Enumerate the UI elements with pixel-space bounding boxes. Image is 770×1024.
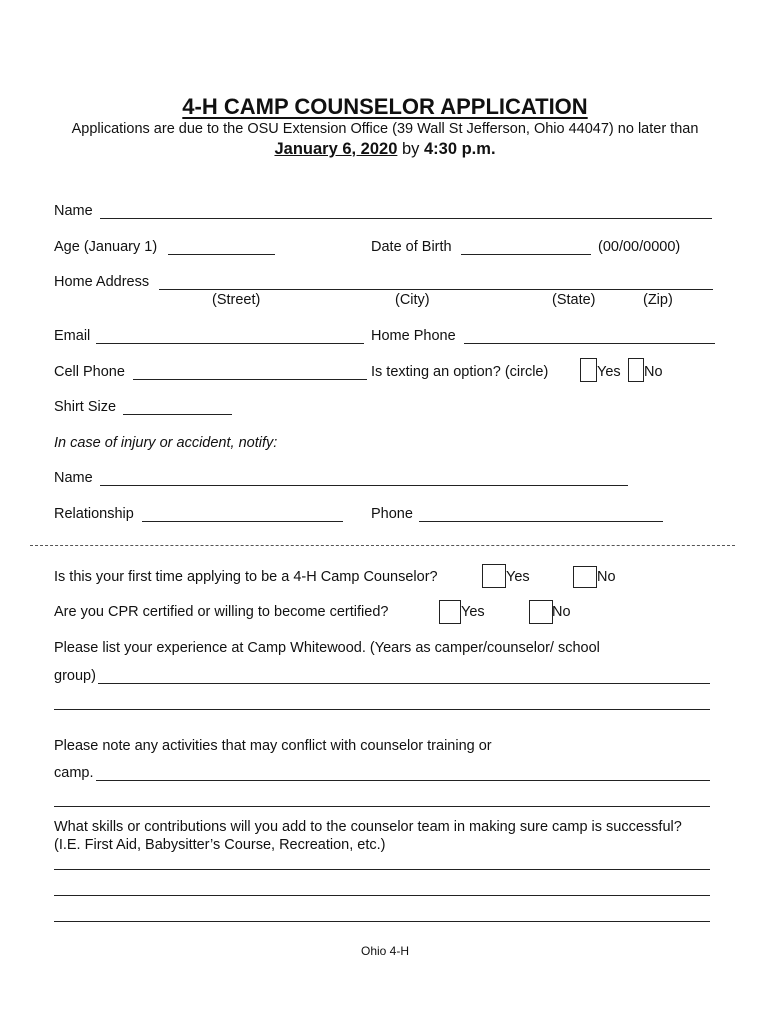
dob-format: (00/00/0000) [598,239,681,255]
cpr-no-label: No [552,604,571,620]
name-label: Name [54,203,93,219]
home-address-field[interactable] [159,289,713,290]
cell-phone-label: Cell Phone [54,364,125,380]
first-time-yes-label: Yes [506,569,530,585]
experience-field-line-1[interactable] [98,683,710,684]
deadline [0,140,770,159]
first-time-no-label: No [597,569,616,585]
texting-yes-checkbox[interactable] [580,358,597,382]
skills-field-line-3[interactable] [54,921,710,922]
first-time-question: Is this your first time applying to be a 4-H Camp Counselor? [54,569,438,585]
deadline-by: by [397,140,424,158]
name-field[interactable] [100,218,712,219]
due-instructions: Applications are due to the OSU Extension Office (39 Wall St Jefferson, Ohio 44047) no later than [71,121,699,137]
email-field[interactable] [96,343,364,344]
texting-no-label: No [644,364,663,380]
texting-no-checkbox[interactable] [628,358,644,382]
conflict-field-line-1[interactable] [96,780,710,781]
age-label: Age (January 1) [54,239,158,255]
emergency-phone-field[interactable] [419,521,663,522]
conflict-field-line-2[interactable] [54,806,710,807]
relationship-field[interactable] [142,521,343,522]
conflict-question: Please note any activities that may conflict with counselor training or [54,738,492,754]
shirt-size-field[interactable] [123,414,232,415]
skills-field-line-1[interactable] [54,869,710,870]
street-caption: (Street) [212,292,261,308]
experience-question-cont: group) [54,668,96,684]
deadline-time: 4:30 p.m. [424,140,496,158]
home-address-label: Home Address [54,274,150,290]
state-caption: (State) [552,292,596,308]
cpr-yes-checkbox[interactable] [439,600,461,624]
cell-phone-field[interactable] [133,379,367,380]
skills-field-line-2[interactable] [54,895,710,896]
deadline-date: January 6, 2020 [274,140,398,158]
cpr-yes-label: Yes [461,604,485,620]
conflict-question-cont: camp. [54,765,94,781]
page-title: 4-H CAMP COUNSELOR APPLICATION [182,94,588,119]
dob-label: Date of Birth [371,239,452,255]
cpr-no-checkbox[interactable] [529,600,553,624]
emergency-name-field[interactable] [100,485,628,486]
first-time-no-checkbox[interactable] [573,566,597,588]
emergency-phone-label: Phone [371,506,413,522]
experience-question: Please list your experience at Camp Whitewood. (Years as camper/counselor/ school [54,640,600,656]
page-footer: Ohio 4-H [360,944,410,958]
emergency-name-label: Name [54,470,93,486]
zip-caption: (Zip) [643,292,673,308]
section-divider [30,545,735,546]
emergency-intro: In case of injury or accident, notify: [54,435,278,451]
first-time-yes-checkbox[interactable] [482,564,506,588]
experience-field-line-2[interactable] [54,709,710,710]
home-phone-label: Home Phone [371,328,456,344]
texting-yes-label: Yes [597,364,621,380]
home-phone-field[interactable] [464,343,715,344]
email-label: Email [54,328,91,344]
age-field[interactable] [168,254,275,255]
city-caption: (City) [395,292,430,308]
skills-question: What skills or contributions will you add to the counselor team in making sure camp is successful? [54,819,682,835]
dob-field[interactable] [461,254,591,255]
relationship-label: Relationship [54,506,134,522]
cpr-question: Are you CPR certified or willing to become certified? [54,604,389,620]
shirt-size-label: Shirt Size [54,399,117,415]
skills-examples: (I.E. First Aid, Babysitter’s Course, Recreation, etc.) [54,837,386,853]
texting-label: Is texting an option? (circle) [371,364,549,380]
